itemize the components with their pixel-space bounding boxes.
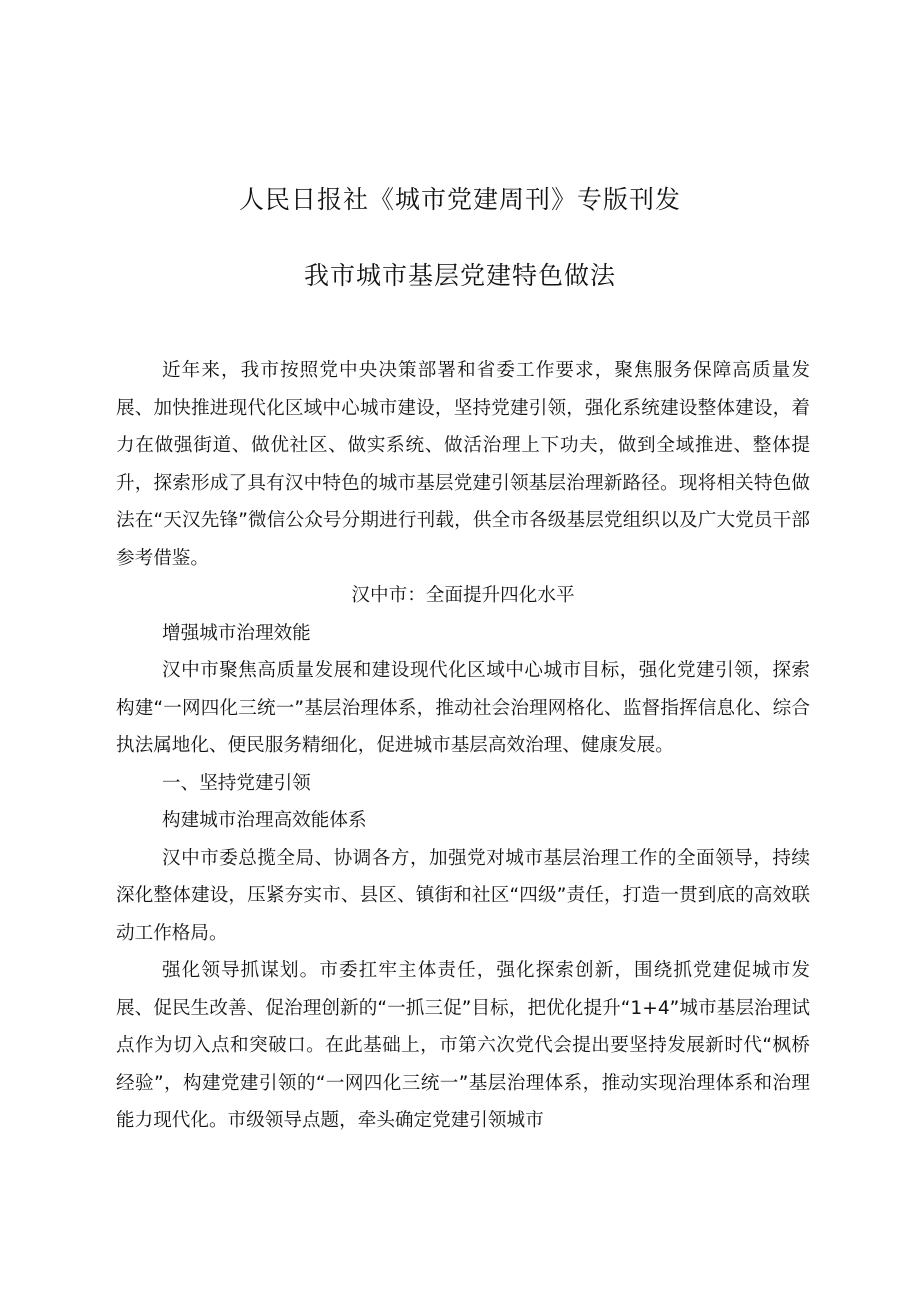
document-title-line-2: 我市城市基层党建特色做法 <box>303 261 616 290</box>
document-body <box>116 352 810 1140</box>
section-heading-line-1: 汉中市：全面提升四化水平 <box>351 585 575 606</box>
document-title-line-1: 人民日报社《城市党建周刊》专版刊发 <box>238 185 681 214</box>
subsection-heading-1: 一、坚持党建引领 <box>162 772 311 794</box>
subsection-paragraph-2: 强化领导抓谋划。市委扛牢主体责任，强化探索创新，围绕抓党建促城市发展、促民生改善、促治理创新的“一抓三促”目标，把优化提升“1+4”城市基层治理试点作为切入点和突破口。在此基础上，市第六次党代会提出要坚持发展新时代“枫桥经验”，构建党建引领的“一网四化三统一”基层治理体系，推动实现治理体系和治理能力现代化。市级领导点题，牵头确定党建引领城市 <box>116 960 810 1131</box>
overview-paragraph: 汉中市聚焦高质量发展和建设现代化区域中心城市目标，强化党建引领，探索构建“一网四化三统一”基层治理体系，推动社会治理网格化、监督指挥信息化、综合执法属地化、便民服务精细化，促进城市基层高效治理、健康发展。 <box>116 660 810 756</box>
intro-paragraph: 近年来，我市按照党中央决策部署和省委工作要求，聚焦服务保障高质量发展、加快推进现代化区域中心城市建设，坚持党建引领，强化系统建设整体建设，着力在做强街道、做优社区、做实系统、做活治理上下功夫，做到全域推进、整体提升，探索形成了具有汉中特色的城市基层党建引领基层治理新路径。现将相关特色做法在“天汉先锋”微信公众号分期进行刊载，供全市各级基层党组织以及广大党员干部参考借鉴。 <box>116 360 810 569</box>
subsection-paragraph-1: 汉中市委总揽全局、协调各方，加强党对城市基层治理工作的全面领导，持续深化整体建设，压紧夯实市、县区、镇街和社区“四级”责任，打造一贯到底的高效联动工作格局。 <box>116 847 810 944</box>
section-heading-line-2: 增强城市治理效能 <box>162 622 311 644</box>
subsection-subheading-1: 构建城市治理高效能体系 <box>162 810 367 831</box>
